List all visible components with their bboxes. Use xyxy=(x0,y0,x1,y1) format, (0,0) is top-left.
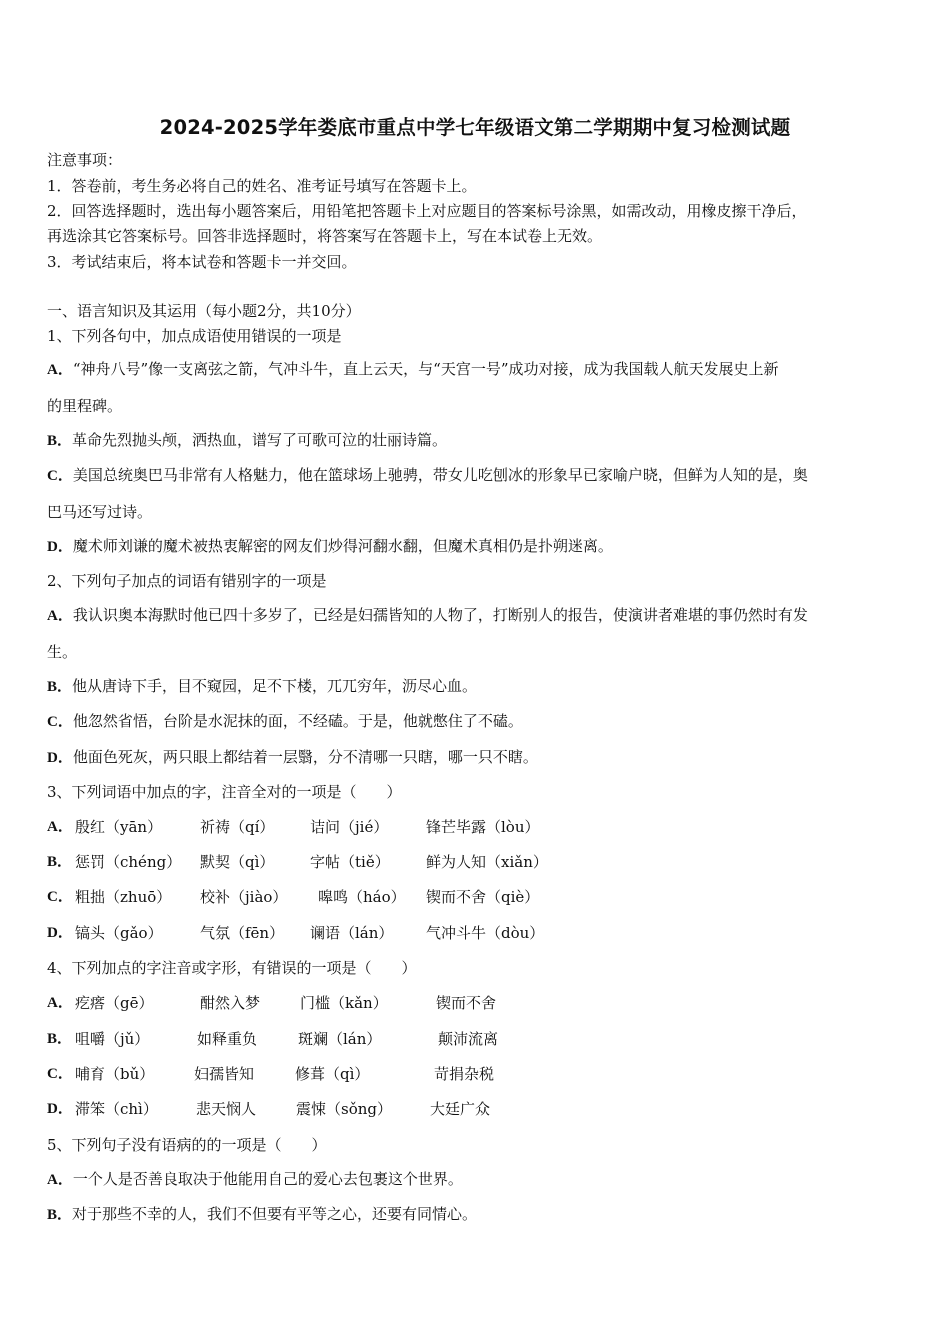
option-label: B． xyxy=(47,679,73,695)
option-word: 斑斓（lán） xyxy=(298,1030,382,1048)
option-label: C． xyxy=(47,889,73,905)
option-label: A． xyxy=(47,1172,73,1188)
option-text: 一个人是否善良取决于他能用自己的爱心去包裹这个世界。 xyxy=(72,1170,463,1188)
question-4-stem: 4、下列加点的字注音或字形，有错误的一项是（ ） xyxy=(47,959,417,977)
option-word: 滞笨（chì） xyxy=(75,1100,158,1118)
option-text: 我认识奥本海默时他已四十多岁了，已经是妇孺皆知的人物了，打断别人的报告，使演讲者难堪的事仍然时有发 xyxy=(72,606,808,624)
option-word: 哺育（bǔ） xyxy=(75,1065,155,1083)
option-word: 气氛（fēn） xyxy=(200,924,285,942)
option-word: 疙瘩（gē） xyxy=(75,994,154,1012)
exam-title: 2024-2025学年娄底市重点中学七年级语文第二学期期中复习检测试题 xyxy=(159,116,791,139)
q2-option-a-cont: 生。 xyxy=(47,643,78,661)
option-label: D． xyxy=(47,750,73,766)
q1-option-c-cont: 巴马还写过诗。 xyxy=(47,503,153,521)
q5-option-b xyxy=(47,1204,477,1225)
option-label: A． xyxy=(47,608,73,624)
option-label: A． xyxy=(47,819,73,835)
notice-heading: 注意事项： xyxy=(47,151,123,169)
option-word: 嗥鸣（háo） xyxy=(318,888,406,906)
question-1-stem: 1、下列各句中，加点成语使用错误的一项是 xyxy=(47,327,342,345)
option-word: 锲而不舍（qiè） xyxy=(426,888,540,906)
option-text: 他忽然省悟，台阶是水泥抹的面，不经磕。于是，他就憋住了不磕。 xyxy=(72,712,523,730)
q2-option-b xyxy=(47,676,477,697)
q1-option-a-cont: 的里程碑。 xyxy=(47,397,123,415)
notice-item: 3．考试结束后，将本试卷和答题卡一并交回。 xyxy=(47,253,357,271)
option-word: 气冲斗牛（dòu） xyxy=(426,924,545,942)
notice-item: 再选涂其它答案标号。回答非选择题时，将答案写在答题卡上，写在本试卷上无效。 xyxy=(47,227,603,245)
option-label: C． xyxy=(47,714,73,730)
option-label: D． xyxy=(47,925,73,941)
option-text: 他从唐诗下手，目不窥园，足不下楼，兀兀穷年，沥尽心血。 xyxy=(72,677,478,695)
option-text: 革命先烈抛头颅，洒热血，谱写了可歌可泣的壮丽诗篇。 xyxy=(72,431,448,449)
option-text: 魔术师刘谦的魔术被热衷解密的网友们炒得河翻水翻，但魔术真相仍是扑朔迷离。 xyxy=(72,537,613,555)
q1-option-b xyxy=(47,430,447,451)
q1-option-d xyxy=(47,536,613,557)
q2-option-c xyxy=(47,711,523,732)
option-text: “神舟八号”像一支离弦之箭，气冲斗牛，直上云天，与“天宫一号”成功对接，成为我国载人航天发展史上新 xyxy=(72,360,779,378)
option-label: D． xyxy=(47,539,73,555)
option-label: B． xyxy=(47,433,73,449)
option-word: 悲天悯人 xyxy=(196,1100,257,1118)
notice-item: 1．答卷前，考生务必将自己的姓名、准考证号填写在答题卡上。 xyxy=(47,177,477,195)
option-word: 大廷广众 xyxy=(430,1100,491,1118)
notice-item: 2．回答选择题时，选出每小题答案后，用铅笔把答题卡上对应题目的答案标号涂黑，如需改动，用橡皮擦干净后， xyxy=(47,202,807,220)
option-word: 祈祷（qí） xyxy=(200,818,275,836)
option-word: 酣然入梦 xyxy=(200,994,261,1012)
option-word: 镐头（gǎo） xyxy=(75,924,163,942)
q1-option-a xyxy=(47,359,779,380)
option-label: B． xyxy=(47,1031,73,1047)
option-label: C． xyxy=(47,468,73,484)
option-label: C． xyxy=(47,1066,73,1082)
option-word: 妇孺皆知 xyxy=(194,1065,255,1083)
option-label: B． xyxy=(47,1207,73,1223)
option-word: 鲜为人知（xiǎn） xyxy=(426,853,548,871)
option-word: 震悚（sǒng） xyxy=(296,1100,392,1118)
option-text: 他面色死灰，两只眼上都结着一层翳，分不清哪一只瞎，哪一只不瞎。 xyxy=(72,748,538,766)
option-word: 校补（jiào） xyxy=(200,888,288,906)
section-heading: 一、语言知识及其运用（每小题2分，共10分） xyxy=(47,302,361,320)
option-word: 苛捐杂税 xyxy=(434,1065,495,1083)
q2-option-a xyxy=(47,605,808,626)
option-label: A． xyxy=(47,362,73,378)
option-word: 锋芒毕露（lòu） xyxy=(426,818,540,836)
option-label: D． xyxy=(47,1101,73,1117)
option-word: 如释重负 xyxy=(197,1030,258,1048)
option-word: 默契（qì） xyxy=(200,853,275,871)
option-word: 谰语（lán） xyxy=(310,924,394,942)
option-word: 修葺（qì） xyxy=(295,1065,370,1083)
option-word: 咀嚼（jǔ） xyxy=(75,1030,150,1048)
option-text: 美国总统奥巴马非常有人格魅力，他在篮球场上驰骋，带女儿吃刨冰的形象早已家喻户晓，但鲜为人知的是，奥 xyxy=(72,466,808,484)
option-word: 字帖（tiě） xyxy=(310,853,390,871)
question-2-stem: 2、下列句子加点的词语有错别字的一项是 xyxy=(47,572,327,590)
q2-option-d xyxy=(47,747,538,768)
option-word: 颠沛流离 xyxy=(438,1030,499,1048)
q1-option-c xyxy=(47,465,808,486)
question-5-stem: 5、下列句子没有语病的的一项是（ ） xyxy=(47,1136,327,1154)
q5-option-a xyxy=(47,1169,463,1190)
option-word: 惩罚（chéng） xyxy=(75,853,182,871)
option-word: 殷红（yān） xyxy=(75,818,163,836)
question-3-stem: 3、下列词语中加点的字，注音全对的一项是（ ） xyxy=(47,783,402,801)
option-word: 锲而不舍 xyxy=(436,994,497,1012)
option-text: 对于那些不幸的人，我们不但要有平等之心，还要有同情心。 xyxy=(72,1205,478,1223)
option-label: A． xyxy=(47,995,73,1011)
option-word: 粗拙（zhuō） xyxy=(75,888,172,906)
option-word: 诘问（jié） xyxy=(310,818,389,836)
option-label: B． xyxy=(47,854,73,870)
option-word: 门槛（kǎn） xyxy=(300,994,388,1012)
